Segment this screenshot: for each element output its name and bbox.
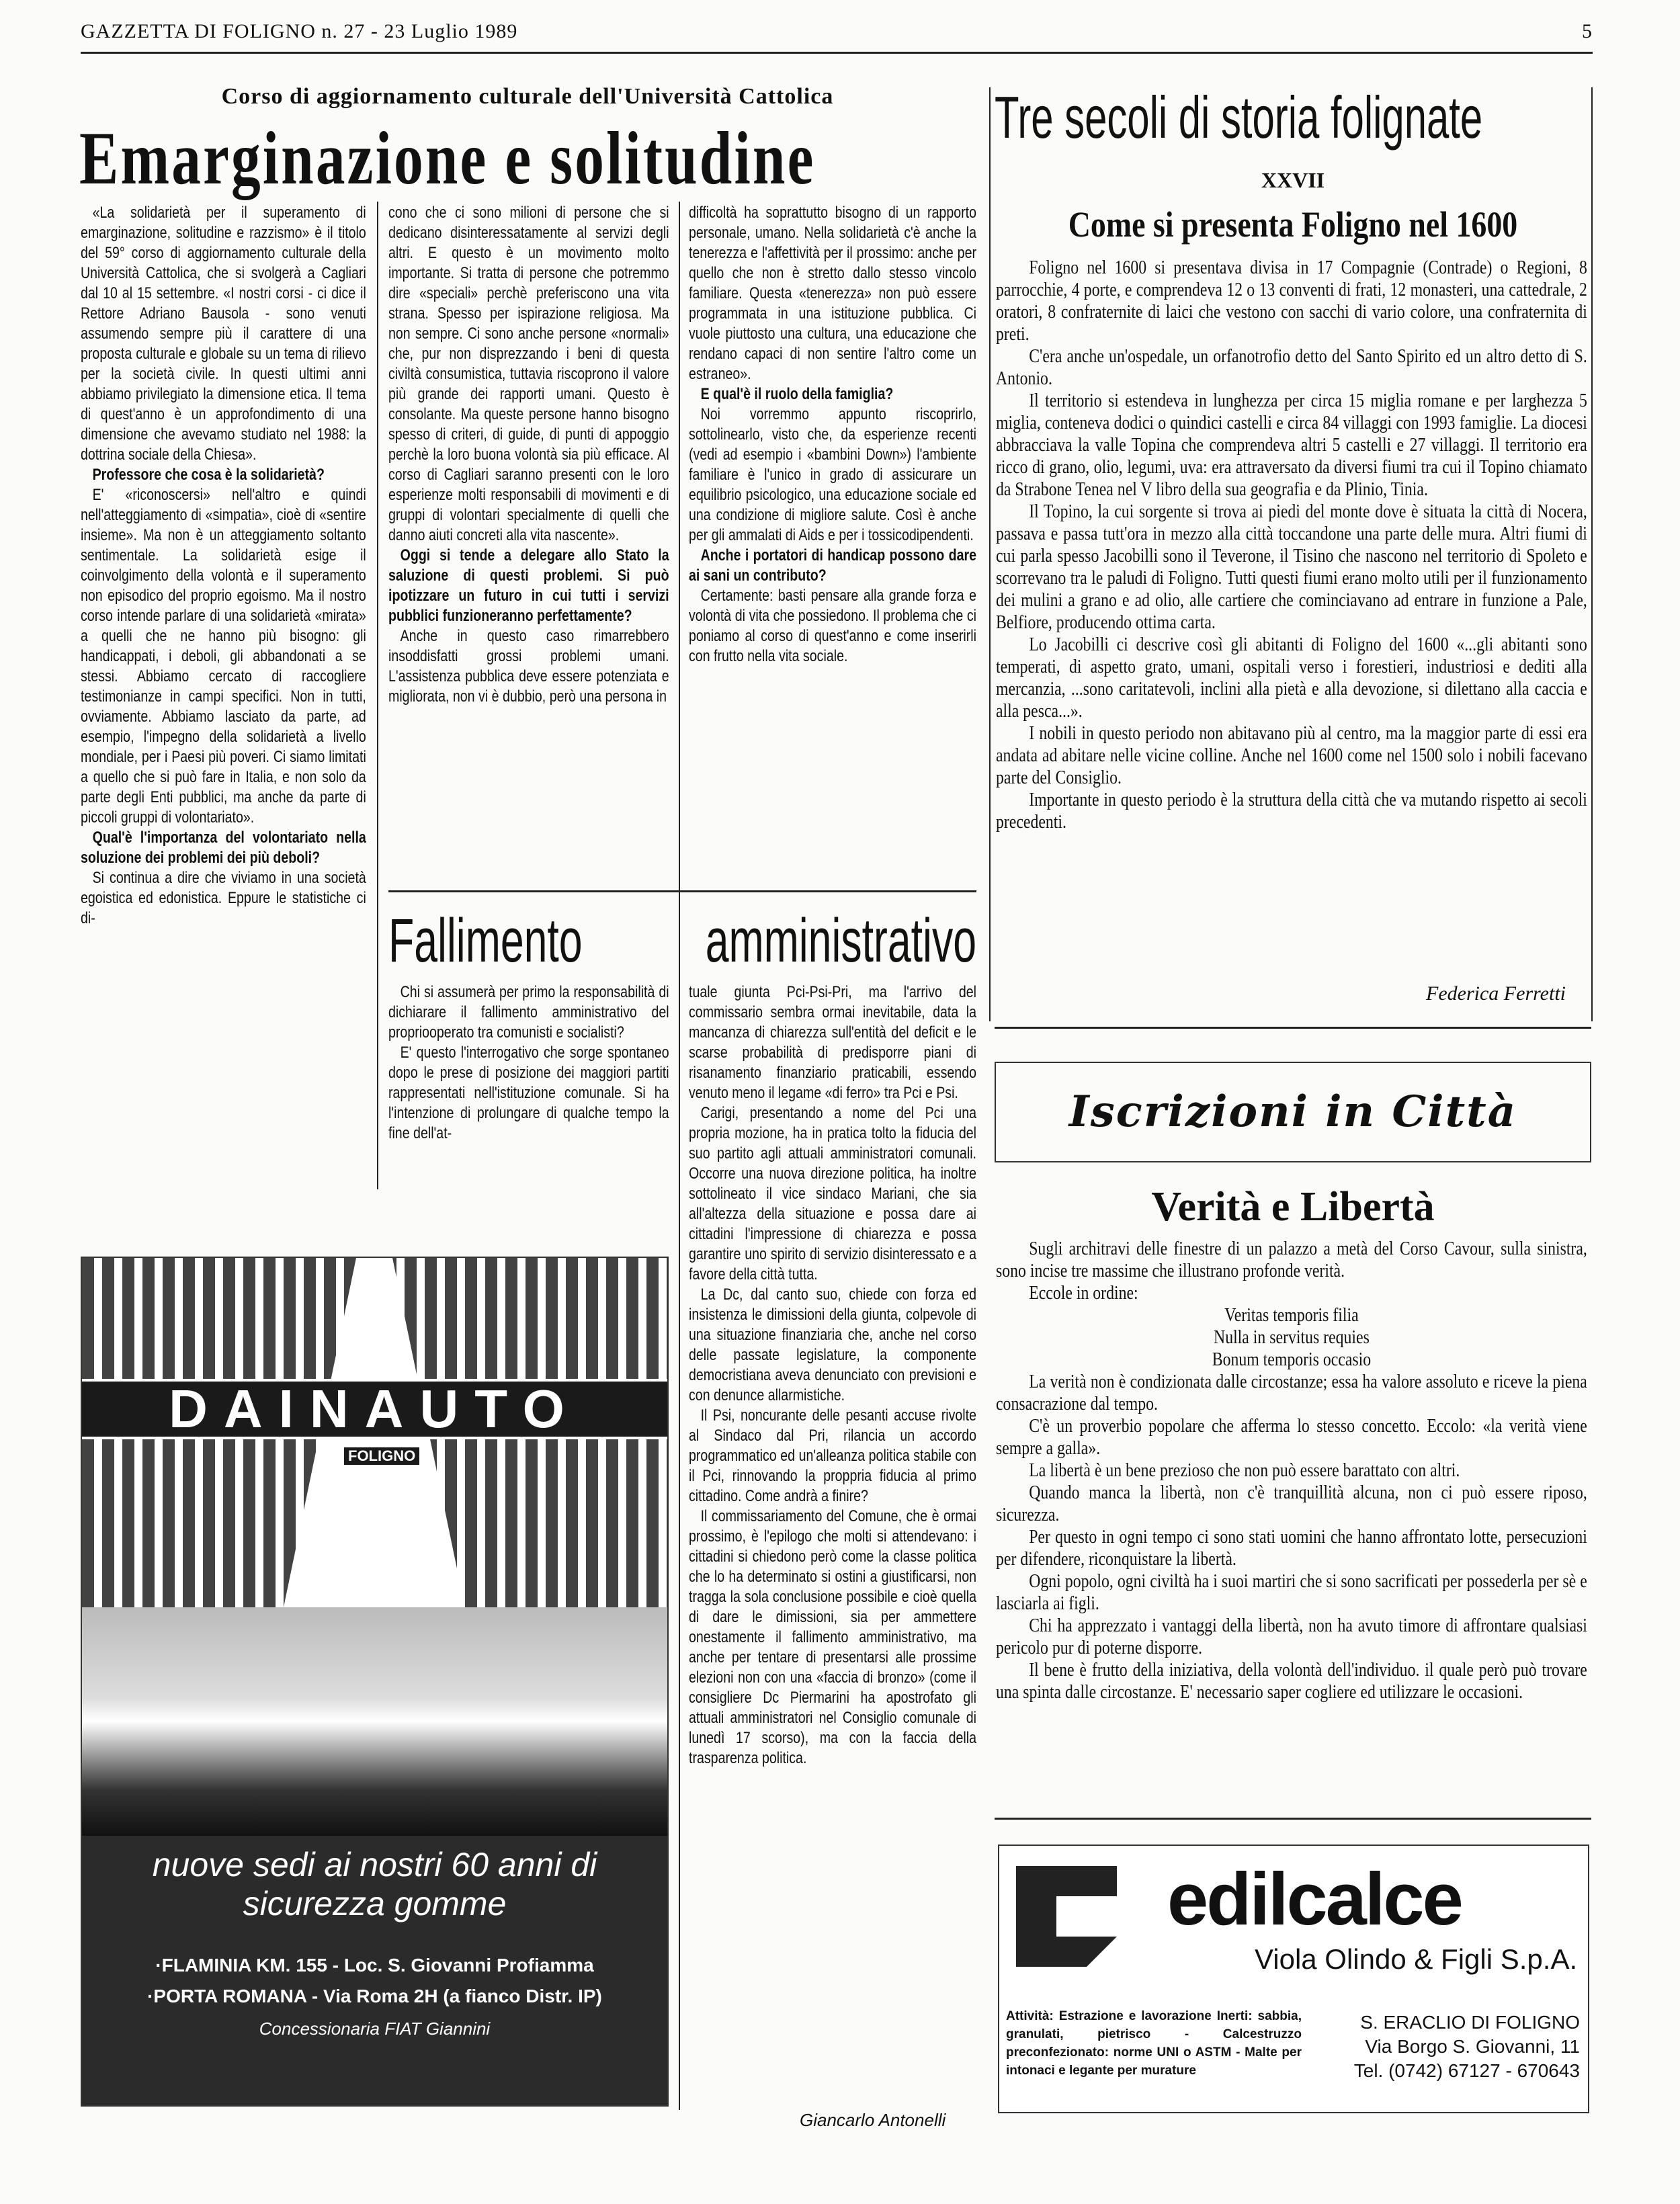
article2-title-left: Fallimento: [388, 906, 583, 975]
article3-number: XXVII: [1261, 168, 1325, 192]
paragraph: I nobili in questo periodo non abitavano più al centro, ma la maggior parte di essi era andata ad abitare nelle vicine colline. Anche nel 1600 come nel 1500 solo i nobili facevano parte del Consiglio.: [996, 722, 1587, 788]
paragraph: Il Topino, la cui sorgente si trova ai piedi del monte dove è situata la città di Nocera, passava e passa tutt'ora in mezzo alla città toccandone una parte delle mura. Altri fiumi di cui parla spesso Jacobilli sono il Teverone, il Tisino che nascono nel territorio di Spoleto e scorrevano tra le paludi di Foligno. Tutti questi fiumi erano molto utili per il funzionamento dei mulini a grano e ad olio, alle cartiere che cominciavano ad entrare in funzione a Pale, Belfiore, producendo ottima carta.: [996, 501, 1587, 633]
paragraph: Chi ha apprezzato i vantaggi della libertà, non ha avuto timore di affrontare qualsiasi pericolo pur di poterne disporre.: [996, 1615, 1587, 1658]
divider: [388, 890, 976, 892]
paragraph: Foligno nel 1600 si presentava divisa in 17 Compagnie (Contrade) o Regioni, 8 parrocchie, 4 porte, e comprendeva 12 o 13 conventi di frati, 12 monasteri, una cattedrale, 2 oratori, 8 confraternite di laici che vestono con sacchi di vario colore, una confraternita di preti.: [996, 257, 1587, 345]
article3-subtitle: Come si presenta Foligno nel 1600: [1068, 204, 1518, 245]
page-header: [81, 20, 1593, 54]
article4-body: [996, 1238, 1587, 1703]
paragraph: La Dc, dal canto suo, chiede con forza ed insistenza le dimissioni della giunta, colpevole di una situazione finanziaria che, anche nel corso delle passate legislature, la componente democristiana aveva denunciato con previsioni e con denunce allarmistiche.: [689, 1285, 976, 1404]
edilcalce-activities: Attività: Estrazione e lavorazione Inerti: sabbia, granulati, pietrisco - Calcestruzzo preconfezionato: norme UNI o ASTM - Malte per intonaci e legante per murature: [1006, 2009, 1302, 2078]
paragraph: Carigi, presentando a nome del Pci una propria mozione, ha in pratica tolto la fiducia del suo partito agli attuali amministratori comunali. Occorre una nuova direzione politica, ha inoltre sottolineato il vice sindaco Mariani, che sia all'altezza della situazione e possa dare ai cittadini l'impressione di chiarezza e possa garantire uno spirito di servizio disinteressato e a favore della città tutta.: [689, 1104, 976, 1283]
paragraph: tuale giunta Pci-Psi-Pri, ma l'arrivo del commissario sembra ormai inevitabile, data la mancanza di chiarezza sull'entità del deficit e le scarse probabilità di predisporre piani di risanamento finanziario praticabili, essendo venuto meno il legame «di ferro» tra Pci e Psi.: [689, 983, 976, 1102]
paragraph: C'era anche un'ospedale, un orfanotrofio detto del Santo Spirito ed un altro detto di S. Antonio.: [996, 345, 1587, 389]
article2-author: Giancarlo Antonelli: [800, 2110, 946, 2130]
paragraph: Professore che cosa è la solidarietà?: [92, 466, 325, 484]
paragraph: La verità non è condizionata dalle circostanze; essa ha valore assoluto e riceve la piena consacrazione dal tempo.: [996, 1371, 1587, 1414]
paragraph: Il Psi, noncurante delle pesanti accuse rivolte al Sindaco dal Pri, rilancia un accordo programmatico ed un'alleanza politica stabile con il Pci, rinnovando la proppria fiducia al primo cittadino. Come andrà a finire?: [689, 1406, 976, 1505]
article1-col3: [689, 203, 976, 667]
paragraph: Il bene è frutto della iniziativa, della volontà dell'individuo. il quale però può trovare una spinta dalle circostanze. E' necessario saper cogliere ed utilizzare le occasioni.: [996, 1659, 1587, 1703]
paragraph: Ogni popolo, ogni civiltà ha i suoi martiri che si sono sacrificati per possederla per sè e lasciarla ai figli.: [996, 1570, 1587, 1614]
masthead: GAZZETTA DI FOLIGNO n. 27 - 23 Luglio 1989: [81, 20, 518, 42]
paragraph: Importante in questo periodo è la struttura della città che va mutando rispetto ai secoli precedenti.: [996, 789, 1587, 833]
paragraph: Sugli architravi delle finestre di un palazzo a metà del Corso Cavour, sulla sinistra, sono incise tre massime che illustrano profonde verità.: [996, 1238, 1587, 1281]
ad-dainauto: [81, 1257, 669, 2107]
ad-edilcalce: [998, 1845, 1589, 2113]
divider: [995, 1818, 1591, 1820]
paragraph: Nulla in servitus requies: [1214, 1326, 1370, 1348]
column-rule: [377, 202, 378, 1189]
paragraph: Anche i portatori di handicap possono dare ai sani un contributo?: [689, 546, 976, 585]
dealership-photo: [82, 1607, 667, 1836]
article1-title: Emarginazione e solitudine: [79, 117, 816, 200]
dainauto-logo: DAINAUTO: [169, 1379, 581, 1439]
edilcalce-address: [1354, 2010, 1580, 2083]
article2-title-right: amministrativo: [705, 906, 976, 975]
column-rule: [679, 202, 680, 2110]
article3-author: Federica Ferretti: [1426, 982, 1566, 1005]
paragraph: Il commissariamento del Comune, che è ormai prossimo, è l'epilogo che molti si attendevano: i cittadini si chiedono però come la classe politica che lo ha determinato si ostini a giustificarsi, non tragga la sola conclusione possibile e cioè quella di dare le dimissioni, sia per ammettere onestamente il fallimento amministrativo, ma anche per tentare di presentarsi alle prossime elezioni non con una «faccia di bronzo» (come il consigliere Dc Piermarini ha apostrofato gli attuali amministratori nel Consiglio comunale di lunedì 17 scorso), ma con la faccia della trasparenza politica.: [689, 1507, 976, 1767]
paragraph: Chi si assumerà per primo la responsabilità di dichiarare il fallimento amministrativo del propriooperato tra comunisti e socialisti?: [388, 983, 669, 1042]
address-1: ·FLAMINIA KM. 155 - Loc. S. Giovanni Profiamma: [155, 1955, 594, 1976]
article1-col2: [388, 203, 669, 707]
section-banner: [995, 1062, 1591, 1162]
divider: [995, 1027, 1591, 1029]
paragraph: Certamente: basti pensare alla grande forza e volontà di vita che possiedono. Il problema che ci poniamo al corso di quest'anno e come inserirli con frutto nella vita sociale.: [689, 587, 976, 665]
address-line2: Via Borgo S. Giovanni, 11: [1365, 2036, 1580, 2057]
paragraph: Lo Jacobilli ci descrive così gli abitanti di Foligno del 1600 «...gli abitanti sono temperati, di aspetto grato, umani, ospitali verso i forestieri, industriosi e dediti alla mercanzia, ...sono caritatevoli, inclini alla pietà e alla devozione, si dilettano alla caccia e alla pesca...».: [996, 634, 1587, 722]
article1-col1: [81, 203, 366, 929]
paragraph: Il territorio si estendeva in lunghezza per circa 15 miglia romane e per larghezza 5 miglia, conteneva dodici o quindici castelli e circa 84 villaggi con 1993 famiglie. La diocesi abbracciava la valle Topina che comprendeva altri 5 castelli e 27 villaggi. Il territorio era ricco di grano, olio, legumi, uva: era attraversato da diversi fiumi tra cui il Topino chiamato da Strabone Tenea nel V libro della sua geografia e da Plinio, Tinia.: [996, 390, 1587, 500]
edilcalce-company: Viola Olindo & Figli S.p.A.: [1255, 1943, 1578, 1975]
address-2: ·PORTA ROMANA - Via Roma 2H (a fianco Distr. IP): [147, 1986, 602, 2006]
article2-colA: [388, 982, 669, 1144]
paragraph: Bonum temporis occasio: [1212, 1349, 1372, 1370]
paragraph: C'è un proverbio popolare che afferma lo stesso concetto. Eccolo: «la verità viene sempre a galla».: [996, 1415, 1587, 1459]
article4-title: Verità e Libertà: [1151, 1184, 1435, 1230]
article3-body: [996, 257, 1587, 833]
paragraph: Anche in questo caso rimarrebbero insoddisfatti grossi problemi umani. L'assistenza pubblica deve essere potenziata e migliorata, non vi è dubbio, però una persona in: [388, 627, 669, 706]
article1-kicker: Corso di aggiornamento culturale dell'Università Cattolica: [221, 84, 834, 109]
dealer: Concessionaria FIAT Giannini: [259, 2019, 491, 2039]
paragraph: Per questo in ogni tempo ci sono stati uomini che hanno affrontato lotte, persecuzioni per difendere, riconquistare la libertà.: [996, 1526, 1587, 1570]
paragraph: Oggi si tende a delegare allo Stato la saluzione di questi problemi. Si può ipotizzare un futuro in cui tutti i servizi pubblici funzioneranno perfettamente?: [388, 546, 669, 625]
paragraph: La libertà è un bene prezioso che non può essere barattato con altri.: [1029, 1459, 1460, 1481]
paragraph: «La solidarietà per il superamento di emarginazione, solitudine e razzismo» è il titolo del 59° corso di aggiornamento culturale della Università Cattolica, che si svolgerà a Cagliari dal 10 al 15 settembre. «I nostri corsi - ci dice il Rettore Adriano Bausola - sono venuti assumendo sempre più il carattere di una proposta culturale e globale su un tema di rilievo per la società civile. In questi ultimi anni abbiamo privilegiato la dimensione etica. Il tema di quest'anno è un approfondimento di una dimensione che avevamo studiato nel 1988: la dottrina sociale della Chiesa».: [81, 204, 366, 464]
paragraph: Veritas temporis filia: [1224, 1304, 1359, 1326]
paragraph: Quando manca la libertà, non c'è tranquillità alcuna, non ci può essere riposo, sicurezza.: [996, 1482, 1587, 1525]
slogan-line2: sicurezza gomme: [243, 1885, 507, 1922]
ad-footer: [82, 1836, 667, 2105]
article3-title: Tre secoli di storia folignate: [995, 84, 1483, 151]
paragraph: E' questo l'interrogativo che sorge spontaneo dopo le prese di posizione dei maggiori partiti rappresentati nell'istituzione comunale. Si ha l'intenzione di prolungare di qualche tempo la fine dell'at-: [388, 1044, 669, 1142]
paragraph: E qual'è il ruolo della famiglia?: [700, 385, 894, 403]
address-line1: S. ERACLIO DI FOLIGNO: [1360, 2012, 1580, 2033]
paragraph: difficoltà ha soprattutto bisogno di un rapporto personale, umano. Nella solidarietà c'è anche la tenerezza e l'affettività per il prossimo: anche per quello che non è stretto dallo stesso vincolo familiare. Questa «tenerezza» non può essere programmata in una istituzione pubblica. Ci vuole piuttosto una cultura, una educazione che rendano capaci di non sentire l'altro come un estraneo».: [689, 204, 976, 383]
section-rule: [1591, 87, 1593, 1021]
phone: Tel. (0742) 67127 - 670643: [1353, 2060, 1580, 2081]
edilcalce-brand: edilcalce: [1167, 1858, 1462, 1941]
section-banner-text: Iscrizioni in Città: [1068, 1087, 1517, 1137]
paragraph: Qual'è l'importanza del volontariato nella soluzione dei problemi dei più deboli?: [81, 829, 366, 867]
page-number: 5: [1582, 20, 1593, 42]
paragraph: E' «riconoscersi» nell'altro e quindi nell'atteggiamento di «simpatia», cioè di «sentire insieme». Ma non è un atteggiamento soltanto sentimentale. La solidarietà esige il coinvolgimento della volontà e il superamento non episodico del proprio egoismo. Ma il nostro corso intende parlare di una solidarietà «mirata» a quelli che ne hanno più bisogno: gli handicappati, i deboli, gli abbandonati a se stessi. Abbiamo cercato di raccogliere testimonianze in campi specifici. Non in tutti, ovviamente. Abbiamo lasciato da parte, ad esempio, l'impegno della solidarietà a livello mondiale, per i Paesi più poveri. Ci siamo limitati a quello che si può fare in Italia, e non solo da parte degli Enti pubblici, ma anche da parte di piccoli gruppi di volontariato».: [81, 486, 366, 826]
paragraph: Si continua a dire che viviamo in una società egoistica ed edonistica. Eppure le statistiche ci di-: [81, 869, 366, 927]
edilcalce-logo-mark: [1016, 1866, 1117, 1967]
paragraph: Eccole in ordine:: [1029, 1282, 1138, 1304]
brand-banner: [82, 1379, 667, 1439]
ad-city: FOLIGNO: [344, 1447, 419, 1465]
paragraph: Noi vorremmo appunto riscoprirlo, sottolinearlo, visto che, da esperienze recenti (vedi ad esempio i «bambini Down») l'ambiente familiare è l'unico in grado di assicurare un equilibrio psicologico, una educazione sociale ed una condizione di migliore salute. Così è anche per gli ammalati di Aids e per i tossicodipendenti.: [689, 405, 976, 544]
article2-colB: [689, 982, 976, 1769]
paragraph: cono che ci sono milioni di persone che si dedicano disinteressatamente al servizi degli altri. E questo è un movimento molto importante. Si tratta di persone che potremmo dire «speciali» perchè preferiscono una vita strana. Spesso per ispirazione religiosa. Ma non sempre. Ci sono anche persone «normali» che, pur non disprezzando i beni di questa civiltà consumistica, tuttavia riscoprono il valore più grande dei rapporti umani. Questo è consolante. Ma queste persone hanno bisogno spesso di criteri, di guide, di punti di appoggio perchè la loro buona volontà sia più efficace. Al corso di Cagliari saranno presenti con le loro esperienze molti responsabili di movimenti e di gruppi di volontari specialmente di quelli che danno aiuti concreti alla vita nascente».: [388, 204, 669, 544]
slogan-line1: nuove sedi ai nostri 60 anni di: [152, 1846, 597, 1883]
section-rule: [989, 87, 991, 1021]
